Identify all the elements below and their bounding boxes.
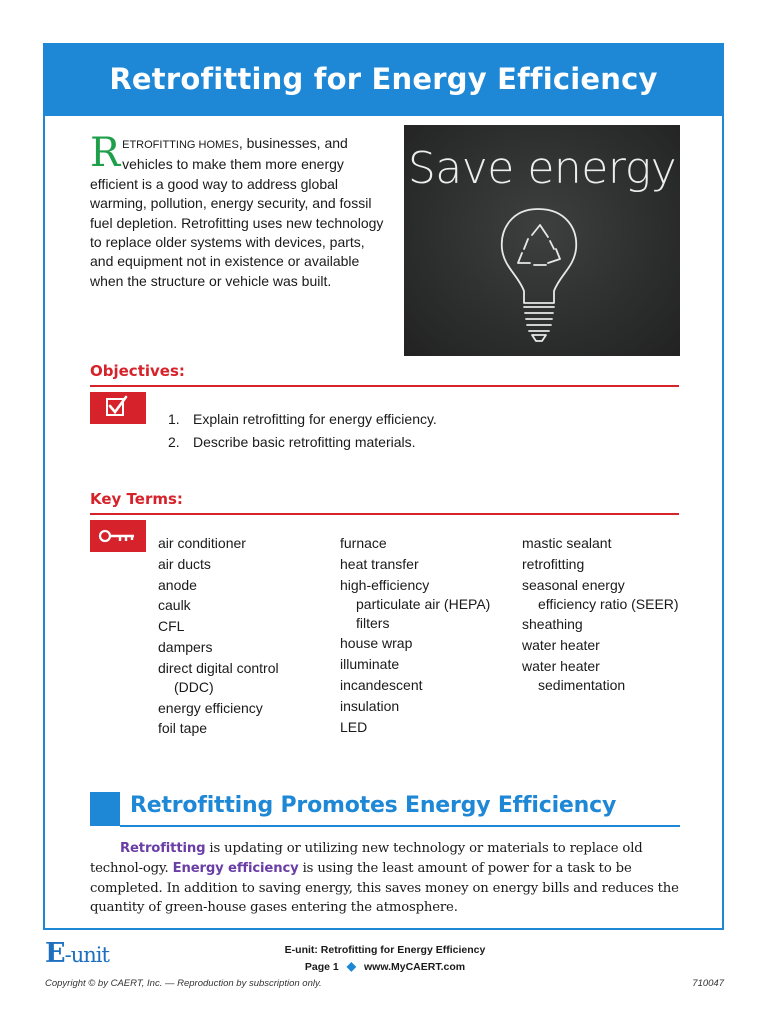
keyword-retrofitting: Retrofitting [120, 841, 206, 856]
key-term: air conditioner [158, 535, 246, 551]
page-number: Page 1 [304, 961, 339, 973]
key-icon [90, 520, 146, 552]
body-paragraph: Retrofitting is updating or utilizing new technology or materials to replace old technol-ogy. Energy efficiency is using the least amount of power for a task to be completed. In addition to saving energy, this saves money on energy bills and reduces the quantity of green-house gases entering the atmosphere. [90, 841, 679, 916]
eunit-logo: E-unit [45, 938, 109, 969]
key-term: retrofitting [522, 555, 585, 572]
intro-text: , businesses, and vehicles to make them more energy efficient is a good way to address global warming, pollution, energy security, and fossil fuel depletion. Retrofitting uses new technology to replace older systems with devices, parts, and equipment not in existence or available when the structure or vehicle was built. [90, 135, 384, 289]
section-marker [90, 792, 120, 826]
objectives-rule [90, 385, 679, 387]
key-term: air ducts [158, 555, 211, 572]
light-bulb-recycle-icon [404, 125, 680, 356]
key-term: LED [340, 718, 368, 735]
key-term: dampers [158, 638, 213, 655]
checkbox-icon [90, 392, 146, 424]
page-title: Retrofitting for Energy Efficiency [43, 43, 724, 116]
key-term: direct digital control (DDC) [158, 659, 279, 695]
section-rule [120, 825, 680, 827]
drop-cap: R [90, 130, 121, 176]
key-term: energy efficiency [158, 699, 263, 716]
key-term: water heater [522, 637, 600, 654]
copyright: Copyright © by CAERT, Inc. — Reproduction by subscription only. [45, 978, 322, 989]
document-number: 710047 [692, 978, 724, 989]
key-term: sheathing [522, 616, 583, 633]
key-term: high-efficiency particulate air (HEPA) filters [340, 576, 491, 631]
footer-info [230, 942, 540, 975]
keyword-energy-efficiency: Energy efficiency [172, 860, 299, 876]
key-term: mastic sealant [522, 535, 612, 551]
key-terms-icon-box [90, 520, 146, 552]
key-term: incandescent [340, 676, 423, 693]
key-term: illuminate [340, 656, 400, 673]
key-term: furnace [340, 535, 387, 551]
section-title: Retrofitting Promotes Energy Efficiency [130, 793, 617, 818]
key-term: foil tape [158, 720, 208, 737]
objectives-icon-box [90, 392, 146, 424]
intro-smallcaps: ETROFITTING HOMES [122, 139, 239, 151]
key-terms-column-2 [340, 534, 500, 738]
list-item: 2. Describe basic retrofitting materials. [168, 434, 416, 450]
photo-caption: Save energy [407, 143, 677, 194]
key-terms-heading: Key Terms: [90, 490, 183, 508]
key-term: CFL [158, 618, 185, 635]
key-terms-column-1 [158, 534, 318, 740]
list-item: 1. Explain retrofitting for energy efficiency. [168, 411, 437, 427]
key-term: heat transfer [340, 555, 419, 572]
key-terms-rule [90, 513, 679, 515]
objectives-heading: Objectives: [90, 362, 185, 380]
key-terms-column-3 [522, 534, 682, 697]
key-term: water heater sedimentation [522, 657, 626, 693]
diamond-icon: ◆ [346, 959, 356, 973]
intro-paragraph [90, 130, 390, 291]
objectives-list [168, 408, 437, 454]
key-term: anode [158, 576, 197, 593]
key-term: seasonal energy efficiency ratio (SEER) [522, 576, 679, 612]
key-term: caulk [158, 597, 191, 614]
footer-title: E-unit: Retrofitting for Energy Efficiency [284, 944, 486, 956]
key-term: insulation [340, 697, 400, 714]
footer-url: www.MyCAERT.com [363, 961, 466, 973]
key-term: house wrap [340, 635, 413, 652]
save-energy-photo [404, 125, 680, 356]
